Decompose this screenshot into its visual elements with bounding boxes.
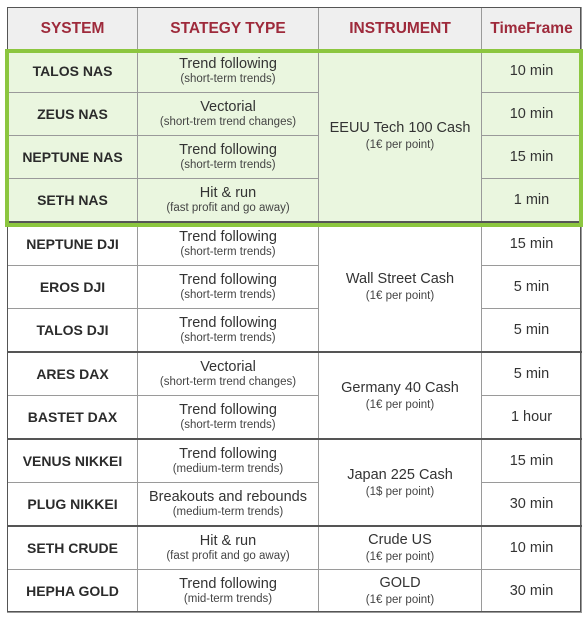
table-row: [8, 352, 582, 396]
strategy-note: (short-term trend changes): [159, 375, 297, 388]
strategy-cell: [138, 526, 319, 570]
strategy-cell: [138, 396, 319, 440]
strategy-note: (fast profit and go away): [166, 201, 290, 214]
timeframe-cell: 10 min: [482, 50, 582, 93]
table-row: [8, 309, 582, 353]
system-cell: SETH CRUDE: [8, 526, 138, 570]
system-cell: BASTET DAX: [8, 396, 138, 440]
strategy-label: Breakouts and rebounds: [149, 488, 307, 505]
timeframe-cell: 30 min: [482, 483, 582, 527]
timeframe-cell: 5 min: [482, 309, 582, 353]
timeframe-cell: 15 min: [482, 439, 582, 483]
strategy-note: (mid-term trends): [183, 592, 273, 605]
strategy-note: (short-trem trend changes): [159, 115, 297, 128]
strategy-cell: [138, 179, 319, 223]
instrument-note: (1€ per point): [365, 594, 435, 606]
table-row: [8, 570, 582, 613]
instrument-cell: [319, 222, 482, 352]
system-cell: ZEUS NAS: [8, 93, 138, 136]
strategy-cell: [138, 352, 319, 396]
system-cell: TALOS NAS: [8, 50, 138, 93]
instrument-cell: [319, 570, 482, 613]
system-cell: VENUS NIKKEI: [8, 439, 138, 483]
instrument-note: (1€ per point): [365, 290, 435, 302]
header-timeframe: TimeFrame: [482, 8, 582, 50]
strategy-cell: [138, 309, 319, 353]
system-cell: NEPTUNE DJI: [8, 222, 138, 266]
timeframe-cell: 1 min: [482, 179, 582, 223]
table-row: [8, 50, 582, 93]
strategy-label: Trend following: [179, 55, 277, 72]
strategy-cell: [138, 136, 319, 179]
timeframe-cell: 5 min: [482, 352, 582, 396]
table-row: [8, 439, 582, 483]
instrument-note: (1€ per point): [365, 138, 435, 151]
instrument-name: Wall Street Cash: [345, 271, 455, 287]
table-row: [8, 483, 582, 527]
table-row: [8, 396, 582, 440]
header-instrument: INSTRUMENT: [319, 8, 482, 50]
instrument-cell: [319, 50, 482, 223]
table-row: [8, 136, 582, 179]
strategy-label: Vectorial: [200, 358, 256, 375]
strategy-note: (medium-term trends): [172, 505, 284, 518]
header-row: [8, 8, 582, 50]
strategy-note: (fast profit and go away): [166, 549, 290, 562]
strategy-note: (short-term trends): [180, 245, 276, 258]
system-cell: SETH NAS: [8, 179, 138, 223]
strategy-note: (short-term trends): [180, 72, 276, 85]
strategy-cell: [138, 50, 319, 93]
system-cell: PLUG NIKKEI: [8, 483, 138, 527]
strategy-label: Trend following: [179, 228, 277, 245]
table-row: [8, 526, 582, 570]
instrument-name: Crude US: [368, 532, 432, 548]
strategy-label: Trend following: [179, 401, 277, 418]
instrument-name: Japan 225 Cash: [347, 466, 453, 483]
instrument-cell: [319, 352, 482, 439]
timeframe-cell: 10 min: [482, 526, 582, 570]
strategy-label: Trend following: [179, 271, 277, 288]
system-cell: HEPHA GOLD: [8, 570, 138, 613]
strategy-note: (short-term trends): [180, 158, 276, 171]
instrument-name: Germany 40 Cash: [341, 379, 459, 396]
strategy-label: Hit & run: [199, 532, 257, 549]
strategy-label: Trend following: [179, 445, 277, 462]
header-strategy: STATEGY TYPE: [138, 8, 319, 50]
strategy-cell: [138, 222, 319, 266]
timeframe-cell: 1 hour: [482, 396, 582, 440]
system-cell: ARES DAX: [8, 352, 138, 396]
systems-table-container: [7, 7, 581, 612]
table-row: [8, 93, 582, 136]
system-cell: EROS DJI: [8, 266, 138, 309]
strategy-cell: [138, 266, 319, 309]
instrument-cell: [319, 439, 482, 526]
timeframe-cell: 10 min: [482, 93, 582, 136]
strategy-note: (short-term trends): [180, 418, 276, 431]
system-cell: TALOS DJI: [8, 309, 138, 353]
table-row: [8, 266, 582, 309]
timeframe-cell: 5 min: [482, 266, 582, 309]
strategy-note: (short-term trends): [180, 288, 276, 301]
header-system: SYSTEM: [8, 8, 138, 50]
instrument-note: (1$ per point): [365, 485, 435, 498]
strategy-cell: [138, 93, 319, 136]
strategy-label: Trend following: [179, 575, 277, 592]
instrument-cell: [319, 526, 482, 570]
strategy-cell: [138, 570, 319, 613]
strategy-label: Trend following: [179, 141, 277, 158]
timeframe-cell: 15 min: [482, 222, 582, 266]
table-row: [8, 179, 582, 223]
table-row: [8, 222, 582, 266]
timeframe-cell: 15 min: [482, 136, 582, 179]
strategy-label: Trend following: [179, 314, 277, 331]
strategy-label: Hit & run: [199, 184, 257, 201]
strategy-note: (medium-term trends): [172, 462, 284, 475]
system-cell: NEPTUNE NAS: [8, 136, 138, 179]
instrument-note: (1€ per point): [365, 398, 435, 411]
instrument-note: (1€ per point): [365, 551, 435, 563]
strategy-cell: [138, 439, 319, 483]
timeframe-cell: 30 min: [482, 570, 582, 613]
instrument-name: GOLD: [379, 575, 421, 591]
systems-table: [7, 7, 582, 613]
strategy-note: (short-term trends): [180, 331, 276, 344]
instrument-name: EEUU Tech 100 Cash: [329, 119, 471, 136]
strategy-cell: [138, 483, 319, 527]
strategy-label: Vectorial: [200, 98, 256, 115]
